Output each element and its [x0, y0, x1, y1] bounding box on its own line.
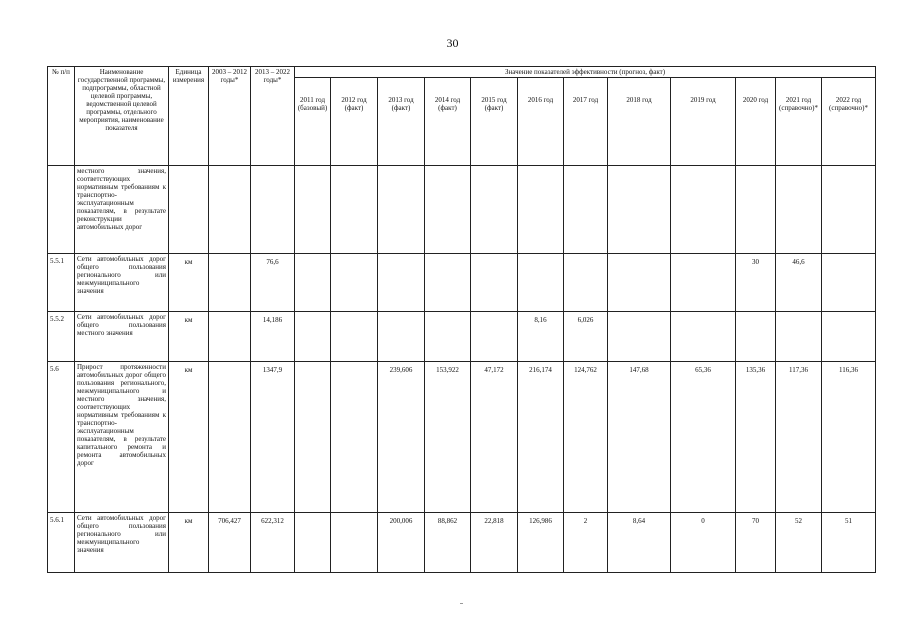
row-2013-2022: [251, 166, 295, 254]
row-value: [471, 312, 518, 362]
row-2013-2022: 76,6: [251, 254, 295, 312]
row-value: [295, 254, 331, 312]
row-value: [671, 312, 736, 362]
row-name: местного значения, соответствующих нормативным требованиям к транспортно-эксплуатационным показателям, в результате реконструкции автомобильных дорог: [75, 166, 169, 254]
header-year: 2016 год: [518, 78, 564, 166]
header-group-title: Значение показателей эффективности (прогноз, факт): [295, 67, 876, 78]
row-2003-2012: 706,427: [209, 513, 251, 573]
row-value: 88,862: [425, 513, 471, 573]
row-value: 0: [671, 513, 736, 573]
row-value: 46,6: [776, 254, 822, 312]
table-row: [48, 312, 876, 362]
header-unit: Единица измерения: [169, 67, 209, 166]
row-value: 117,36: [776, 362, 822, 513]
row-num: 5.6.1: [48, 513, 75, 573]
row-value: [776, 166, 822, 254]
row-value: [518, 254, 564, 312]
row-value: 116,36: [822, 362, 876, 513]
row-2003-2012: [209, 362, 251, 513]
row-num: [48, 166, 75, 254]
row-name: Сети автомобильных дорог общего пользования местного значения: [75, 312, 169, 362]
header-year: 2021 год (справочно)*: [776, 78, 822, 166]
header-num: № п/п: [48, 67, 75, 166]
row-2003-2012: [209, 166, 251, 254]
row-value: [471, 166, 518, 254]
row-value: [295, 362, 331, 513]
row-value: 22,818: [471, 513, 518, 573]
row-value: 135,36: [736, 362, 776, 513]
row-value: 52: [776, 513, 822, 573]
row-value: [425, 312, 471, 362]
row-value: 30: [736, 254, 776, 312]
header-year: 2013 год (факт): [378, 78, 425, 166]
header-2013-2022: 2013 – 2022 годы*: [251, 67, 295, 166]
row-value: [331, 312, 378, 362]
row-value: [378, 254, 425, 312]
page-number: 30: [446, 36, 459, 50]
row-unit: км: [169, 513, 209, 573]
row-value: [822, 254, 876, 312]
row-value: 70: [736, 513, 776, 573]
row-value: [378, 312, 425, 362]
row-value: [295, 513, 331, 573]
row-value: [471, 254, 518, 312]
row-value: 126,986: [518, 513, 564, 573]
row-name: Прирост протяженности автомобильных дорог общего пользования регионального, межмуниципального и местного значения, соответствующих нормативным требованиям к транспортно-эксплуатационным показателям, в результате капитального ремонта и ремонта автомобильных дорог: [75, 362, 169, 513]
row-value: [822, 312, 876, 362]
header-year: 2022 год (справочно)*: [822, 78, 876, 166]
row-2003-2012: [209, 312, 251, 362]
row-value: 47,172: [471, 362, 518, 513]
row-2013-2022: 1347,9: [251, 362, 295, 513]
row-value: 6,026: [564, 312, 608, 362]
row-value: [822, 166, 876, 254]
row-value: [425, 254, 471, 312]
row-value: [608, 166, 671, 254]
header-name: Наименование государственной программы, подпрограммы, областной целевой программы, ведомственной целевой программы, отдельного мероприятия, наименование показателя: [75, 67, 169, 166]
row-2013-2022: 622,312: [251, 513, 295, 573]
row-value: [518, 166, 564, 254]
row-value: 200,006: [378, 513, 425, 573]
header-year: 2014 год (факт): [425, 78, 471, 166]
row-value: 239,606: [378, 362, 425, 513]
row-value: [425, 166, 471, 254]
row-2013-2022: 14,186: [251, 312, 295, 362]
row-value: [331, 166, 378, 254]
row-value: [331, 362, 378, 513]
row-unit: [169, 166, 209, 254]
header-year: 2020 год: [736, 78, 776, 166]
row-num: 5.5.1: [48, 254, 75, 312]
row-value: [608, 254, 671, 312]
row-value: 124,762: [564, 362, 608, 513]
scan-speck: [460, 603, 463, 604]
row-value: [671, 166, 736, 254]
row-value: 65,36: [671, 362, 736, 513]
table-row: [48, 254, 876, 312]
row-value: [295, 312, 331, 362]
row-value: [671, 254, 736, 312]
row-value: 8,16: [518, 312, 564, 362]
row-value: [736, 312, 776, 362]
row-unit: км: [169, 312, 209, 362]
row-value: [564, 254, 608, 312]
header-year: 2011 год (базовый): [295, 78, 331, 166]
row-value: [331, 513, 378, 573]
header-2003-2012: 2003 – 2012 годы*: [209, 67, 251, 166]
row-num: 5.5.2: [48, 312, 75, 362]
row-value: [295, 166, 331, 254]
indicators-table: [47, 66, 876, 573]
row-value: 51: [822, 513, 876, 573]
table-row: [48, 166, 876, 254]
table-row: [48, 513, 876, 573]
header-year: 2019 год: [671, 78, 736, 166]
row-value: [736, 166, 776, 254]
row-value: 216,174: [518, 362, 564, 513]
row-value: 8,64: [608, 513, 671, 573]
header-year: 2015 год (факт): [471, 78, 518, 166]
header-year: 2012 год (факт): [331, 78, 378, 166]
row-value: [564, 166, 608, 254]
header-year: 2017 год: [564, 78, 608, 166]
row-name: Сети автомобильных дорог общего пользования регионального или межмуниципального значения: [75, 513, 169, 573]
table-row: [48, 362, 876, 513]
row-unit: км: [169, 254, 209, 312]
row-2003-2012: [209, 254, 251, 312]
row-value: [331, 254, 378, 312]
row-name: Сети автомобильных дорог общего пользования регионального или межмуниципального значения: [75, 254, 169, 312]
row-value: 2: [564, 513, 608, 573]
row-value: 153,922: [425, 362, 471, 513]
row-num: 5.6: [48, 362, 75, 513]
row-unit: км: [169, 362, 209, 513]
row-value: [378, 166, 425, 254]
row-value: [608, 312, 671, 362]
row-value: 147,68: [608, 362, 671, 513]
header-row-1: [48, 67, 876, 78]
header-year: 2018 год: [608, 78, 671, 166]
row-value: [776, 312, 822, 362]
